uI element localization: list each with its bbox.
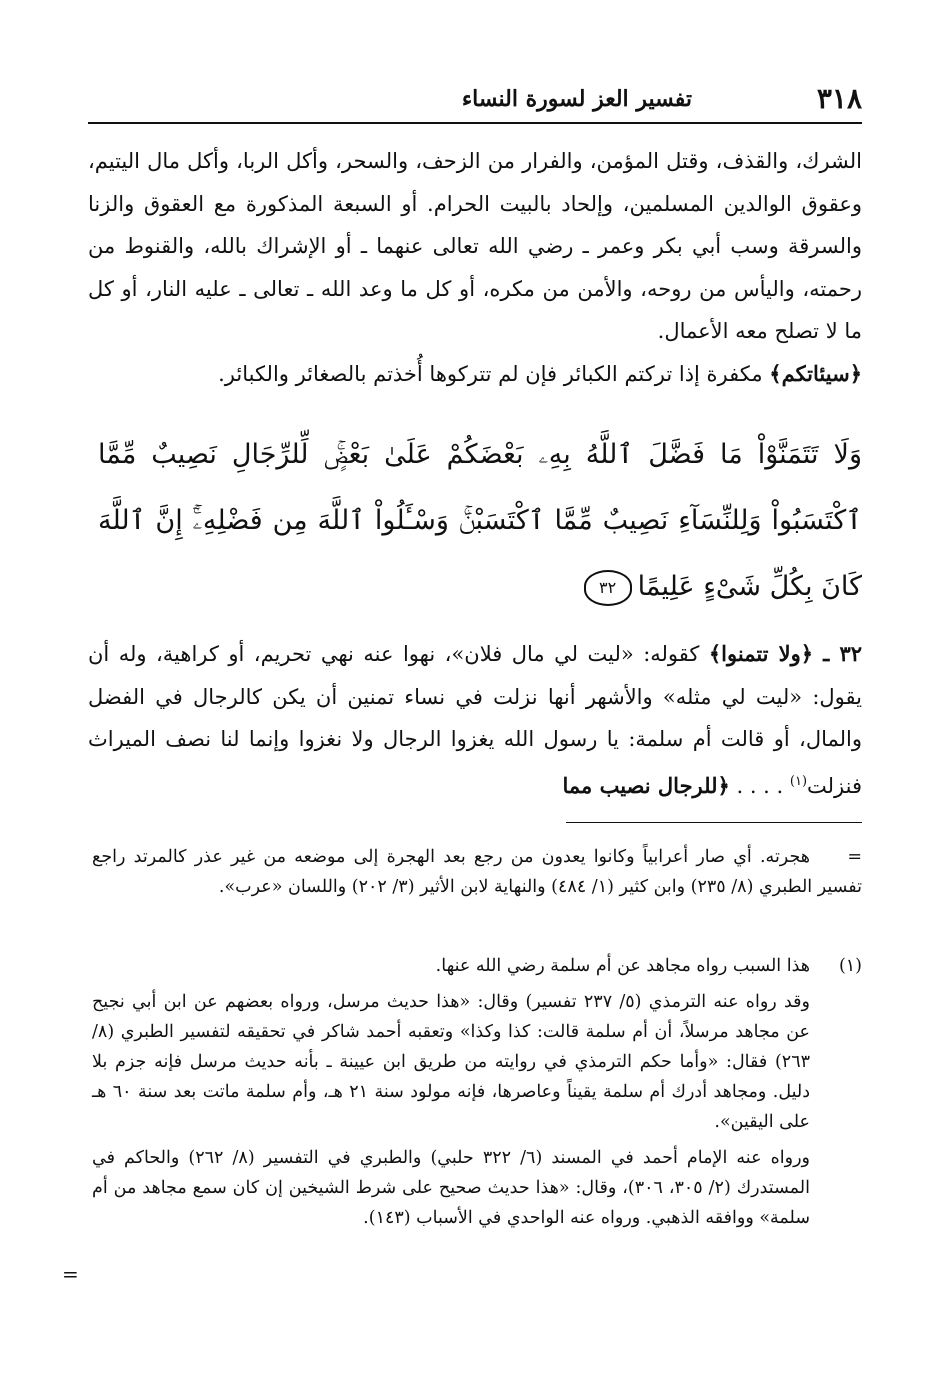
- commentary-text: الشرك، والقذف، وقتل المؤمن، والفرار من الزحف، والسحر، وأكل الربا، وأكل مال اليتيم، وعقوق الوالدين المسلمين، وإلحاد بالبيت الحرام. أو السبعة المذكورة مع العقوق والزنا والسرقة وسب أبي بكر وعمر ـ رضي الله تعالى عنهما ـ أو الإشراك بالله، والقنوط من رحمته، واليأس من روحه، والأمن من مكره، أو كل ما وعد الله ـ تعالى ـ عليه النار، أو كل ما لا تصلح معه الأعمال.: [88, 149, 862, 343]
- verse-text: وَلَا تَتَمَنَّوْاْ مَا فَضَّلَ ٱللَّهُ بِهِۦ بَعْضَكُمْ عَلَىٰ بَعْضٍۚ لِّلرِّجَالِ نَصِيبٌ مِّمَّا ٱكْتَسَبُواْ وَلِلنِّسَآءِ نَصِيبٌ مِّمَّا ٱكْتَسَبْنَۚ وَسْـَٔلُواْ ٱللَّهَ مِن فَضْلِهِۦٓۚ إِنَّ ٱللَّهَ كَانَ بِكُلِّ شَىْءٍ عَلِيمًا: [98, 439, 862, 602]
- verse-reference: ٣٢ ـ ﴿ولا تتمنوا﴾: [708, 641, 862, 666]
- commentary-text-cont: مكفرة إذا تركتم الكبائر فإن لم تتركوها أُخذتم بالصغائر والكبائر.: [218, 361, 770, 386]
- running-title: تفسير العز لسورة النساء: [461, 86, 692, 112]
- ayah-number-marker: ٣٢: [584, 570, 632, 606]
- footnote-continuation: [92, 842, 862, 902]
- footnote-1-para-2: وقد رواه عنه الترمذي (٥/ ٢٣٧ تفسير) وقال: «هذا حديث مرسل، ورواه بعضهم عن ابن أبي نجيح عن مجاهد مرسلاً، أن أم سلمة قالت: كذا وكذا» وتعقبه أحمد شاكر في تحقيقه لتفسير الطبري (٨/ ٢٦٣) فقال: «وأما حكم الترمذي في روايته من طريق ابن عيينة ـ بأنه حديث مرسل فإنه جزم بلا دليل. ومجاهد أدرك أم سلمة يقيناً وعاصرها، فإنه مولود سنة ٢١ هـ، وأم سلمة ماتت بعد سنة ٦٠ هـ على اليقين».: [92, 992, 810, 1132]
- trailing-continuation-marker: =: [62, 1262, 79, 1286]
- running-header: [88, 78, 862, 124]
- footnote-1-marker: (١): [838, 956, 862, 976]
- exegesis-text: كقوله: «ليت لي مال فلان»، نهوا عنه نهي تحريم، أو كراهية، وله أن يقول: «ليت لي مثله» والأشهر أنها نزلت في نساء تمنين أن يكن كالرجال في الفضل والمال، أو قالت أم سلمة: يا رسول الله يغزوا الرجال ولا نغزوا وإنما لنا نصف الميراث فنزلت: [88, 642, 862, 798]
- commentary-paragraph: [88, 140, 862, 395]
- footnote-1: [92, 951, 862, 1233]
- quran-verse: [98, 422, 862, 620]
- footnote-continuation-text: هجرته. أي صار أعرابياً وكانوا يعدون من رجع بعد الهجرة إلى موضعه من غير عذر كالمرتد راجع تفسير الطبري (٨/ ٢٣٥) وابن كثير (١/ ٤٨٤) والنهاية لابن الأثير (٣/ ٢٠٢) واللسان «عرب».: [92, 847, 862, 897]
- footnote-1-text: هذا السبب رواه مجاهد عن أم سلمة رضي الله عنها.: [435, 956, 810, 976]
- exegesis-paragraph: [88, 633, 862, 807]
- page-number: ٣١٨: [816, 82, 862, 115]
- footnote-1-para-3: ورواه عنه الإمام أحمد في المسند (٦/ ٣٢٢ حلبي) والطبري في التفسير (٨/ ٢٦٢) والحاكم في المستدرك (٢/ ٣٠٥، ٣٠٦)، وقال: «هذا حديث صحيح على شرط الشيخين إن كان سمع مجاهد من أم سلمة» ووافقه الذهبي. ورواه عنه الواحدي في الأسباب (١٤٣).: [92, 1148, 810, 1228]
- footnote-1-para-1: [92, 951, 862, 981]
- footnote-separator: [566, 822, 862, 823]
- quoted-term: ﴿سيئاتكم﴾: [769, 360, 862, 386]
- footnote-reference: (١): [789, 773, 808, 789]
- continuation-marker: =: [847, 847, 862, 867]
- ellipsis: . . . .: [729, 773, 790, 798]
- next-verse-quote: ﴿للرجال نصيب مما: [562, 772, 730, 798]
